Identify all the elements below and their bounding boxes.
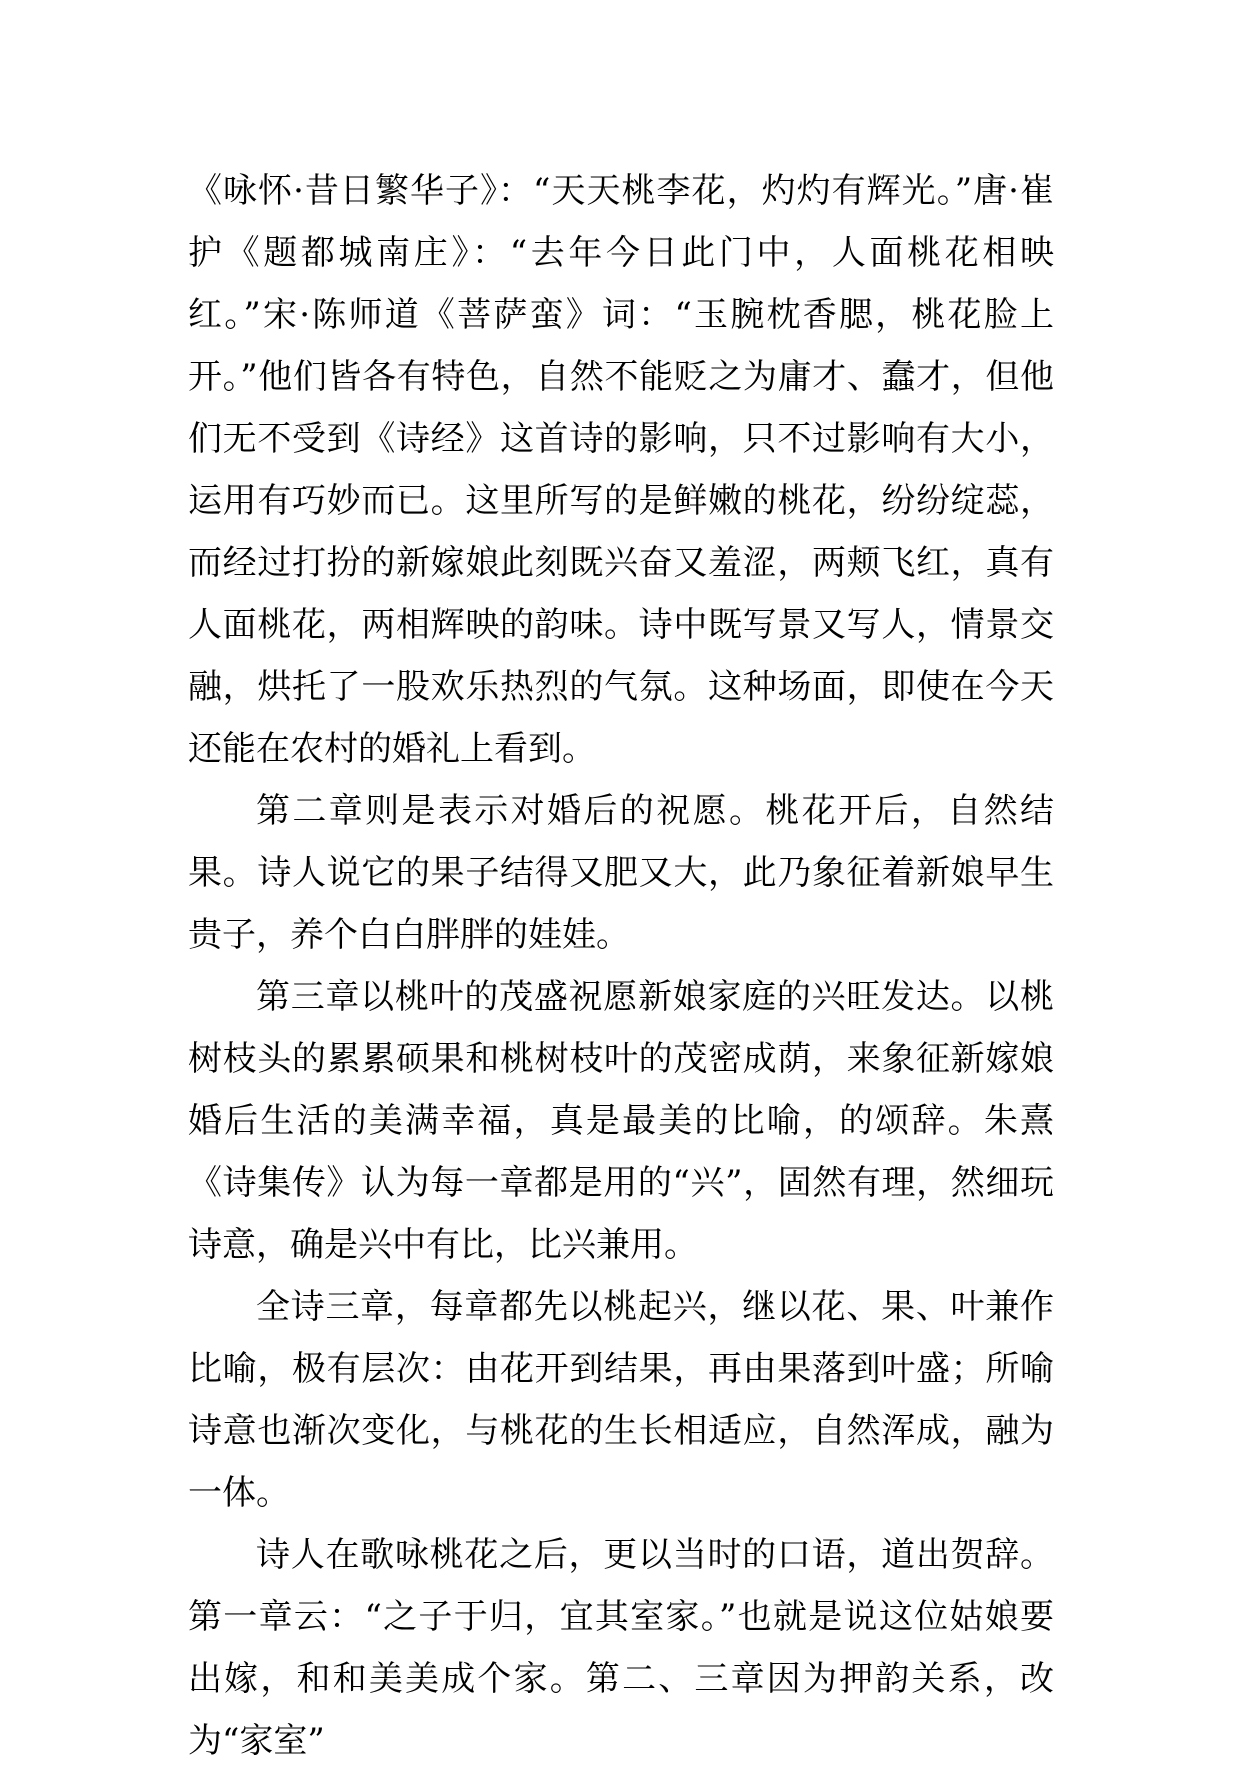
paragraph-3: 第三章以桃叶的茂盛祝愿新娘家庭的兴旺发达。以桃树枝头的累累硕果和桃树枝叶的茂密成荫，来象征新嫁娘婚后生活的美满幸福，真是最美的比喻，的颂辞。朱熹《诗集传》认为每一章都是用的“兴”，固然有理，然细玩诗意，确是兴中有比，比兴兼用。: [188, 977, 1054, 1265]
paragraph-1: 《咏怀·昔日繁华子》：“天天桃李花，灼灼有辉光。”唐·崔护《题都城南庄》：“去年今日此门中，人面桃花相映红。”宋·陈师道《菩萨蛮》词：“玉腕枕香腮，桃花脸上开。”他们皆各有特色，自然不能贬之为庸才、蠢才，但他们无不受到《诗经》这首诗的影响，只不过影响有大小，运用有巧妙而已。这里所写的是鲜嫩的桃花，纷纷绽蕊，而经过打扮的新嫁娘此刻既兴奋又羞涩，两颊飞红，真有人面桃花，两相辉映的韵味。诗中既写景又写人，情景交融，烘托了一股欢乐热烈的气氛。这种场面，即使在今天还能在农村的婚礼上看到。: [188, 171, 1054, 769]
document-page: [188, 160, 1054, 1772]
paragraph-5: 诗人在歌咏桃花之后，更以当时的口语，道出贺辞。第一章云：“之子于归，宜其室家。”也就是说这位姑娘要出嫁，和和美美成个家。第二、三章因为押韵关系，改为“家室”: [188, 1535, 1054, 1761]
paragraph-4: 全诗三章，每章都先以桃起兴，继以花、果、叶兼作比喻，极有层次：由花开到结果，再由果落到叶盛；所喻诗意也渐次变化，与桃花的生长相适应，自然浑成，融为一体。: [188, 1287, 1054, 1513]
paragraph-2: 第二章则是表示对婚后的祝愿。桃花开后，自然结果。诗人说它的果子结得又肥又大，此乃象征着新娘早生贵子，养个白白胖胖的娃娃。: [188, 791, 1054, 955]
